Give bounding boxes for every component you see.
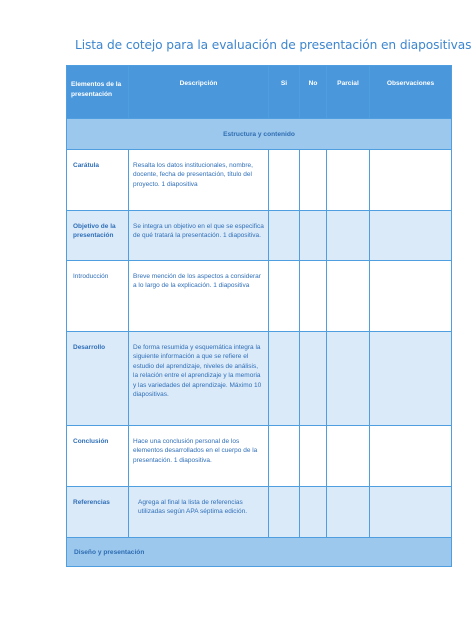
cell-si[interactable] [269,261,300,332]
header-observations: Observaciones [370,66,452,119]
row-description: Resalta los datos institucionales, nombre, docente, fecha de presentación, título del proyecto. 1 diapositiva [129,150,269,211]
table-header-row [67,66,452,119]
table-row [67,211,452,261]
cell-si[interactable] [269,211,300,261]
cell-no[interactable] [300,426,327,487]
header-description: Descripción [129,66,269,119]
row-description: Breve mención de los aspectos a considerar a lo largo de la explicación. 1 diapositiva [129,261,269,332]
cell-partial[interactable] [327,211,370,261]
row-description: Se integra un objetivo en el que se especifica de qué tratará la presentación. 1 diapositiva. [129,211,269,261]
cell-observations[interactable] [370,332,452,426]
section-title: Estructura y contenido [67,119,452,150]
cell-partial[interactable] [327,261,370,332]
table-row [67,487,452,538]
row-element: Objetivo de la presentación [67,211,129,261]
header-no: No [300,66,327,119]
cell-no[interactable] [300,261,327,332]
header-partial: Parcial [327,66,370,119]
table-row [67,150,452,211]
section-title: Diseño y presentación [67,538,452,567]
row-description: Hace una conclusión personal de los elementos desarrollados en el cuerpo de la presentación. 1 diapositiva. [129,426,269,487]
cell-si[interactable] [269,426,300,487]
section-row-structure [67,119,452,150]
cell-partial[interactable] [327,426,370,487]
cell-partial[interactable] [327,332,370,426]
cell-partial[interactable] [327,150,370,211]
row-element: Referencias [67,487,129,538]
cell-no[interactable] [300,332,327,426]
cell-partial[interactable] [327,487,370,538]
cell-si[interactable] [269,332,300,426]
table-row [67,332,452,426]
cell-no[interactable] [300,150,327,211]
cell-observations[interactable] [370,487,452,538]
header-elements: Elementos de la presentación [67,66,129,119]
cell-observations[interactable] [370,261,452,332]
cell-si[interactable] [269,487,300,538]
cell-observations[interactable] [370,211,452,261]
row-element: Carátula [67,150,129,211]
section-row-design [67,538,452,567]
row-element: Conclusión [67,426,129,487]
table-row [67,426,452,487]
row-description: De forma resumida y esquemática integra la siguiente información a que se refiere el estudio del aprendizaje, niveles de análisis, la relación entre el aprendizaje y la memoria y las variedades del aprendizaje. Máximo 10 diapositivas. [129,332,269,426]
cell-no[interactable] [300,487,327,538]
checklist-table [66,65,452,567]
row-description: Agrega al final la lista de referencias utilizadas según APA séptima edición. [129,487,269,538]
page-title: Lista de cotejo para la evaluación de presentación en diapositivas [75,38,472,52]
row-element: Desarrollo [67,332,129,426]
table-row [67,261,452,332]
cell-no[interactable] [300,211,327,261]
cell-observations[interactable] [370,150,452,211]
cell-observations[interactable] [370,426,452,487]
cell-si[interactable] [269,150,300,211]
row-element: Introducción [67,261,129,332]
header-si: Si [269,66,300,119]
